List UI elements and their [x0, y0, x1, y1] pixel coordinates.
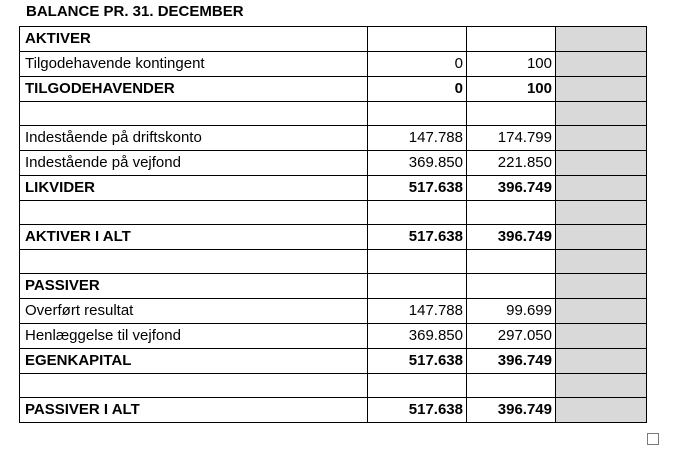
- row-label-cell[interactable]: LIKVIDER: [20, 176, 368, 201]
- row-label-cell[interactable]: PASSIVER I ALT: [20, 398, 368, 423]
- value-prior-year-cell[interactable]: 297.050: [467, 324, 556, 349]
- value-prior-year-cell[interactable]: [467, 250, 556, 274]
- table-row: [20, 77, 647, 102]
- shaded-cell[interactable]: [556, 176, 647, 201]
- shaded-cell[interactable]: [556, 77, 647, 102]
- shaded-cell[interactable]: [556, 349, 647, 374]
- value-current-year-cell[interactable]: [368, 102, 467, 126]
- table-row: [20, 250, 647, 274]
- table-row: [20, 349, 647, 374]
- table-row: [20, 299, 647, 324]
- value-prior-year-cell[interactable]: 174.799: [467, 126, 556, 151]
- shaded-cell[interactable]: [556, 126, 647, 151]
- shaded-cell[interactable]: [556, 398, 647, 423]
- table-row: [20, 274, 647, 299]
- shaded-cell[interactable]: [556, 201, 647, 225]
- value-prior-year-cell[interactable]: [467, 27, 556, 52]
- value-prior-year-cell[interactable]: 396.749: [467, 349, 556, 374]
- row-label-cell[interactable]: Overført resultat: [20, 299, 368, 324]
- table-row: [20, 27, 647, 52]
- value-current-year-cell[interactable]: 147.788: [368, 299, 467, 324]
- balance-table: [19, 26, 647, 423]
- shaded-cell[interactable]: [556, 151, 647, 176]
- value-prior-year-cell[interactable]: 396.749: [467, 176, 556, 201]
- value-current-year-cell[interactable]: [368, 374, 467, 398]
- value-prior-year-cell[interactable]: [467, 274, 556, 299]
- shaded-cell[interactable]: [556, 27, 647, 52]
- table-row: [20, 225, 647, 250]
- value-current-year-cell[interactable]: 0: [368, 77, 467, 102]
- value-prior-year-cell[interactable]: [467, 201, 556, 225]
- value-current-year-cell[interactable]: [368, 274, 467, 299]
- value-current-year-cell[interactable]: [368, 250, 467, 274]
- table-row: [20, 52, 647, 77]
- value-prior-year-cell[interactable]: 221.850: [467, 151, 556, 176]
- shaded-cell[interactable]: [556, 102, 647, 126]
- value-prior-year-cell[interactable]: [467, 102, 556, 126]
- value-current-year-cell[interactable]: 517.638: [368, 398, 467, 423]
- value-current-year-cell[interactable]: [368, 201, 467, 225]
- table-row: [20, 324, 647, 349]
- shaded-cell[interactable]: [556, 250, 647, 274]
- value-prior-year-cell[interactable]: [467, 374, 556, 398]
- row-label-cell[interactable]: [20, 374, 368, 398]
- value-current-year-cell[interactable]: 517.638: [368, 176, 467, 201]
- value-current-year-cell[interactable]: 147.788: [368, 126, 467, 151]
- row-label-cell[interactable]: [20, 102, 368, 126]
- table-resize-handle[interactable]: [647, 433, 659, 445]
- row-label-cell[interactable]: Indestående på vejfond: [20, 151, 368, 176]
- row-label-cell[interactable]: Indestående på driftskonto: [20, 126, 368, 151]
- value-current-year-cell[interactable]: 369.850: [368, 324, 467, 349]
- shaded-cell[interactable]: [556, 299, 647, 324]
- table-row: [20, 374, 647, 398]
- row-label-cell[interactable]: PASSIVER: [20, 274, 368, 299]
- row-label-cell[interactable]: TILGODEHAVENDER: [20, 77, 368, 102]
- table-row: [20, 102, 647, 126]
- value-prior-year-cell[interactable]: 99.699: [467, 299, 556, 324]
- table-row: [20, 176, 647, 201]
- value-current-year-cell[interactable]: 517.638: [368, 349, 467, 374]
- row-label-cell[interactable]: [20, 250, 368, 274]
- value-current-year-cell[interactable]: 0: [368, 52, 467, 77]
- shaded-cell[interactable]: [556, 225, 647, 250]
- row-label-cell[interactable]: AKTIVER I ALT: [20, 225, 368, 250]
- value-current-year-cell[interactable]: 369.850: [368, 151, 467, 176]
- value-prior-year-cell[interactable]: 100: [467, 52, 556, 77]
- shaded-cell[interactable]: [556, 274, 647, 299]
- table-row: [20, 201, 647, 225]
- value-prior-year-cell[interactable]: 396.749: [467, 225, 556, 250]
- row-label-cell[interactable]: [20, 201, 368, 225]
- shaded-cell[interactable]: [556, 52, 647, 77]
- shaded-cell[interactable]: [556, 324, 647, 349]
- row-label-cell[interactable]: AKTIVER: [20, 27, 368, 52]
- value-current-year-cell[interactable]: 517.638: [368, 225, 467, 250]
- row-label-cell[interactable]: Tilgodehavende kontingent: [20, 52, 368, 77]
- row-label-cell[interactable]: Henlæggelse til vejfond: [20, 324, 368, 349]
- table-row: [20, 151, 647, 176]
- value-prior-year-cell[interactable]: 396.749: [467, 398, 556, 423]
- row-label-cell[interactable]: EGENKAPITAL: [20, 349, 368, 374]
- table-row: [20, 126, 647, 151]
- value-current-year-cell[interactable]: [368, 27, 467, 52]
- shaded-cell[interactable]: [556, 374, 647, 398]
- table-row: [20, 398, 647, 423]
- page-title: BALANCE PR. 31. DECEMBER: [26, 3, 244, 20]
- value-prior-year-cell[interactable]: 100: [467, 77, 556, 102]
